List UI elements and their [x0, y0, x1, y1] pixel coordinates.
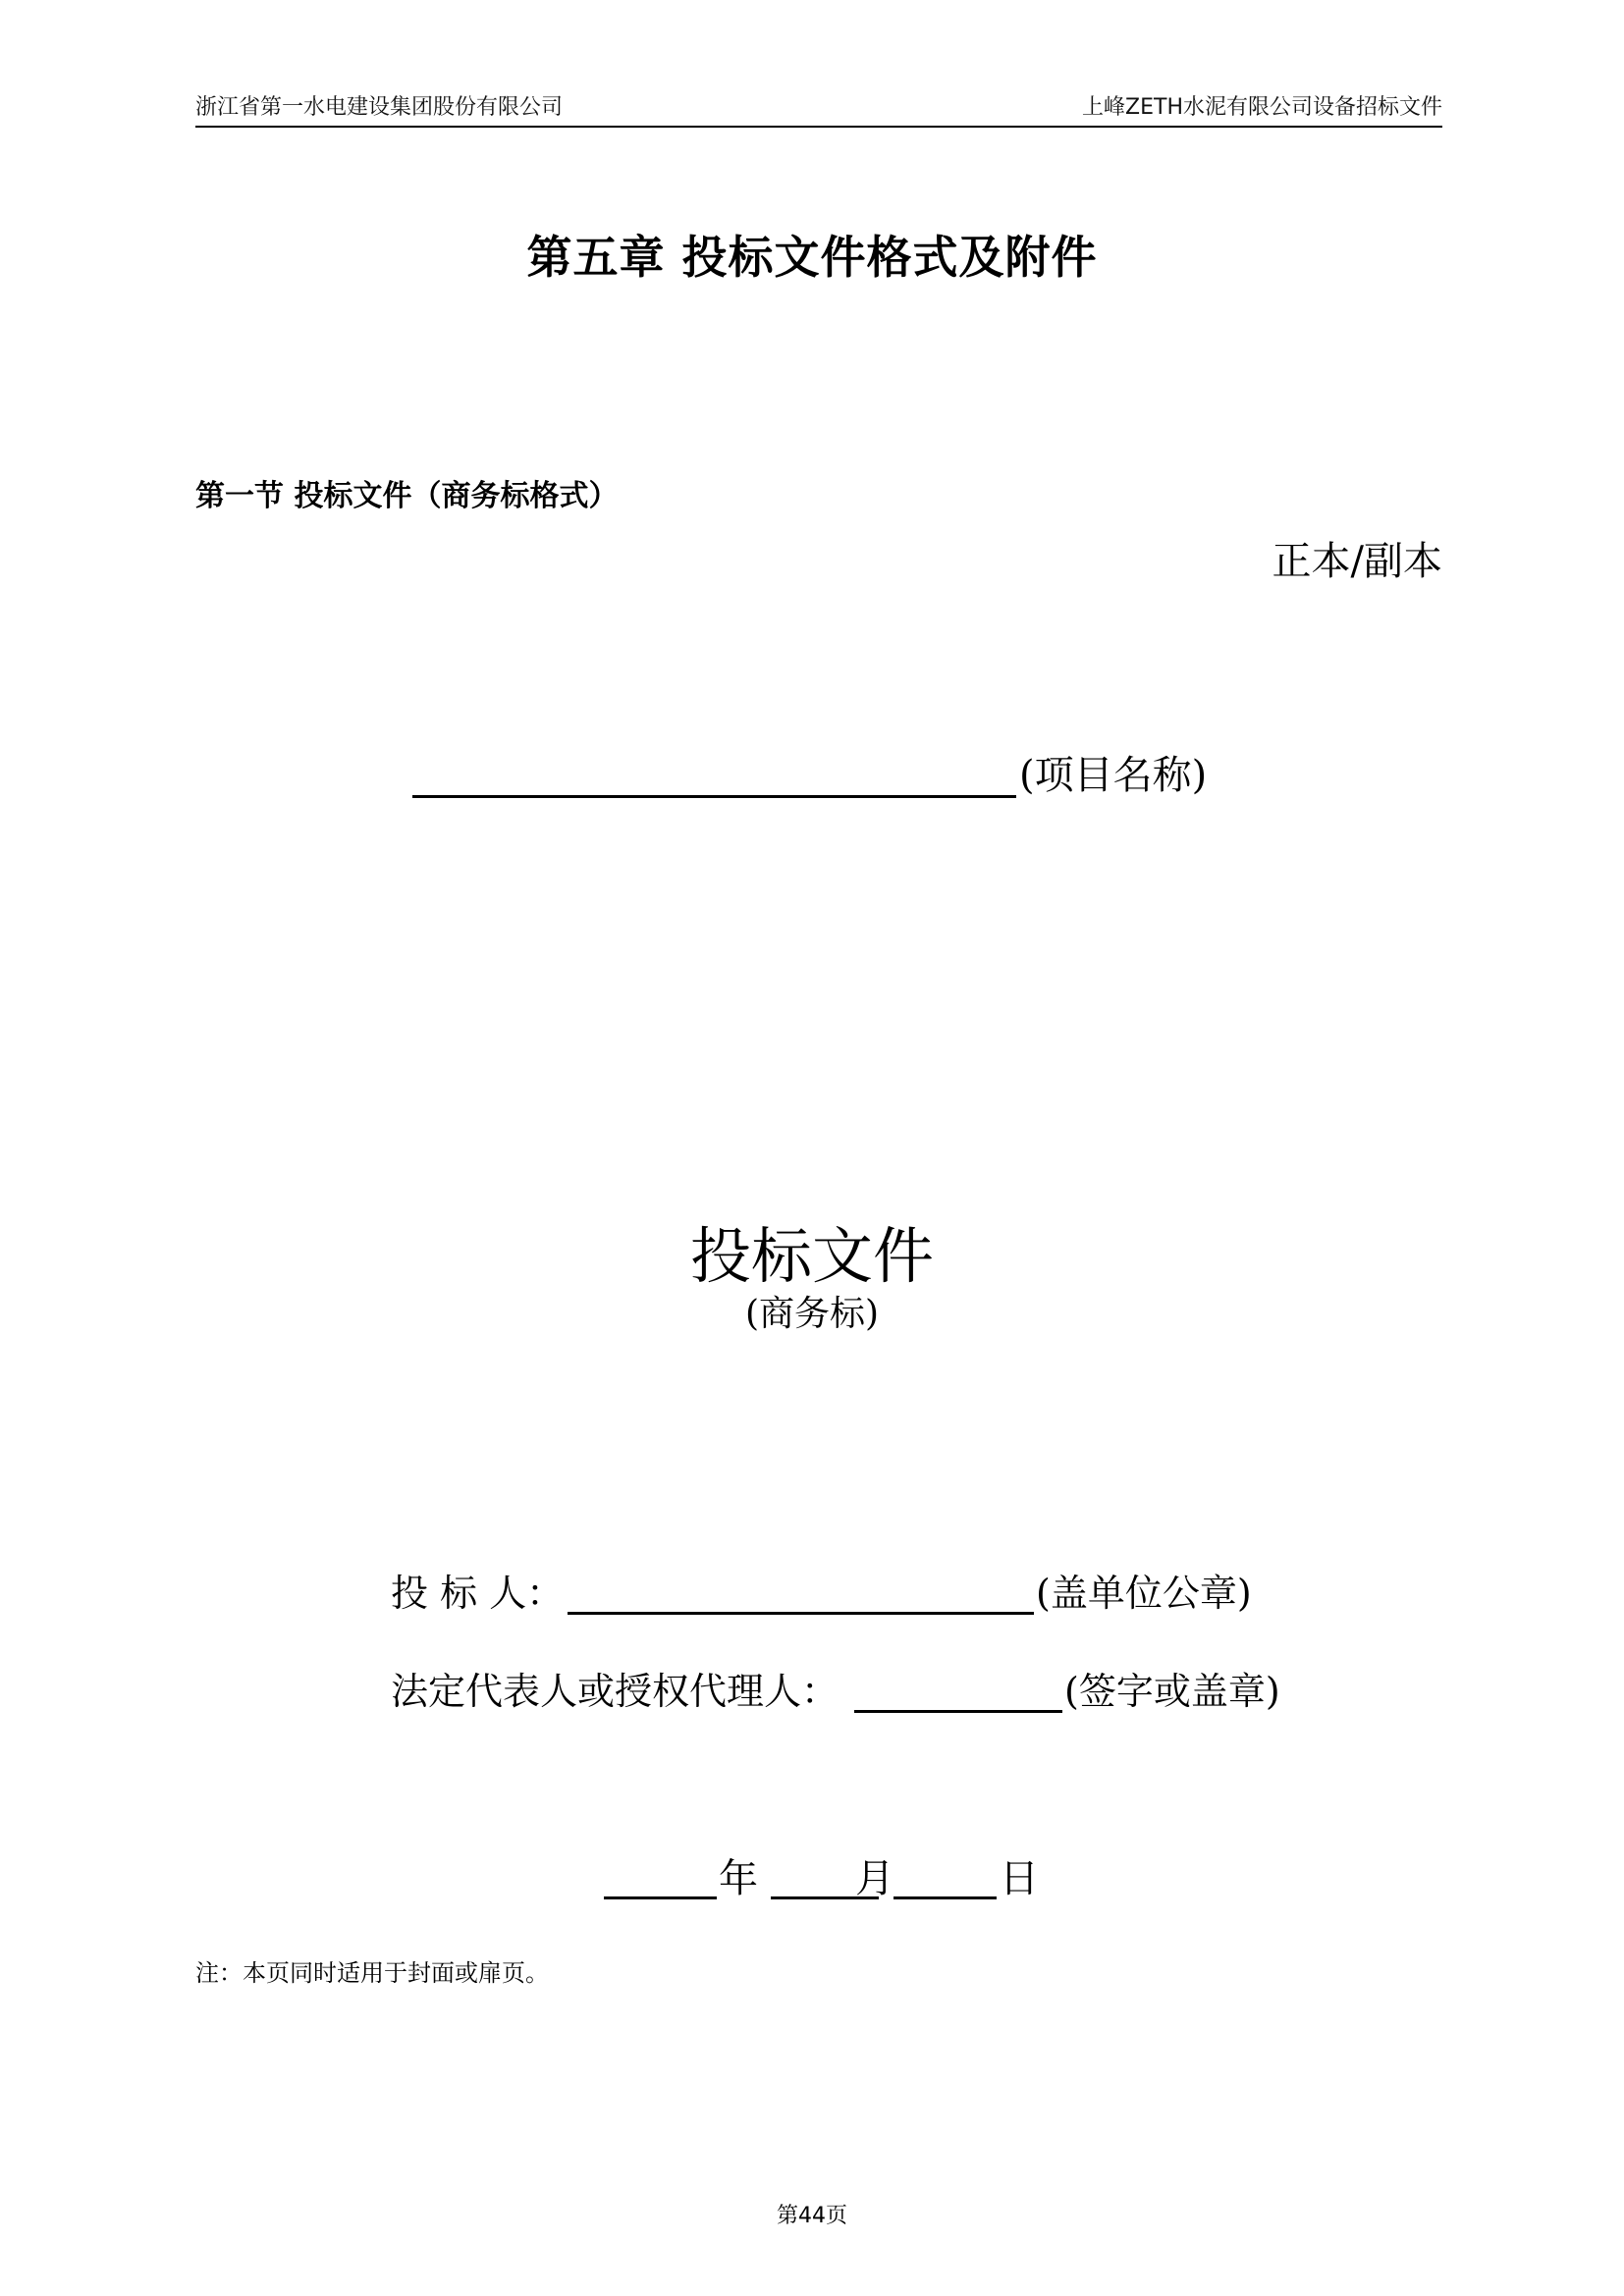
header-right-document: 上峰ZETH水泥有限公司设备招标文件	[1082, 95, 1442, 120]
bidder-label: 投 标 人：	[391, 1572, 565, 1615]
bidder-blank	[568, 1571, 1034, 1615]
year-label: 年	[719, 1856, 758, 1901]
project-name-blank	[412, 752, 1016, 798]
chapter-title: 第五章 投标文件格式及附件	[526, 231, 1098, 284]
day-label: 日	[1000, 1856, 1039, 1901]
section-title: 第一节 投标文件（商务标格式）	[195, 479, 619, 513]
copy-mark: 正本/副本	[1272, 539, 1442, 584]
year-blank	[604, 1855, 717, 1899]
page-number: 第44页	[777, 2204, 847, 2228]
day-blank	[893, 1855, 997, 1899]
header-left-company: 浙江省第一水电建设集团股份有限公司	[195, 95, 564, 120]
representative-sign-note: (签字或盖章)	[1064, 1670, 1280, 1713]
bidder-seal-note: (盖单位公章)	[1036, 1572, 1252, 1615]
representative-label: 法定代表人或授权代理人：	[391, 1670, 839, 1713]
header-rule	[195, 126, 1442, 128]
document-title: 投标文件	[689, 1220, 934, 1292]
month-label: 月	[855, 1856, 894, 1901]
document-subtitle: (商务标)	[744, 1294, 880, 1334]
project-name-label: (项目名称)	[1019, 753, 1208, 798]
footnote: 注：本页同时适用于封面或扉页。	[195, 1959, 549, 1987]
representative-blank	[854, 1669, 1062, 1713]
